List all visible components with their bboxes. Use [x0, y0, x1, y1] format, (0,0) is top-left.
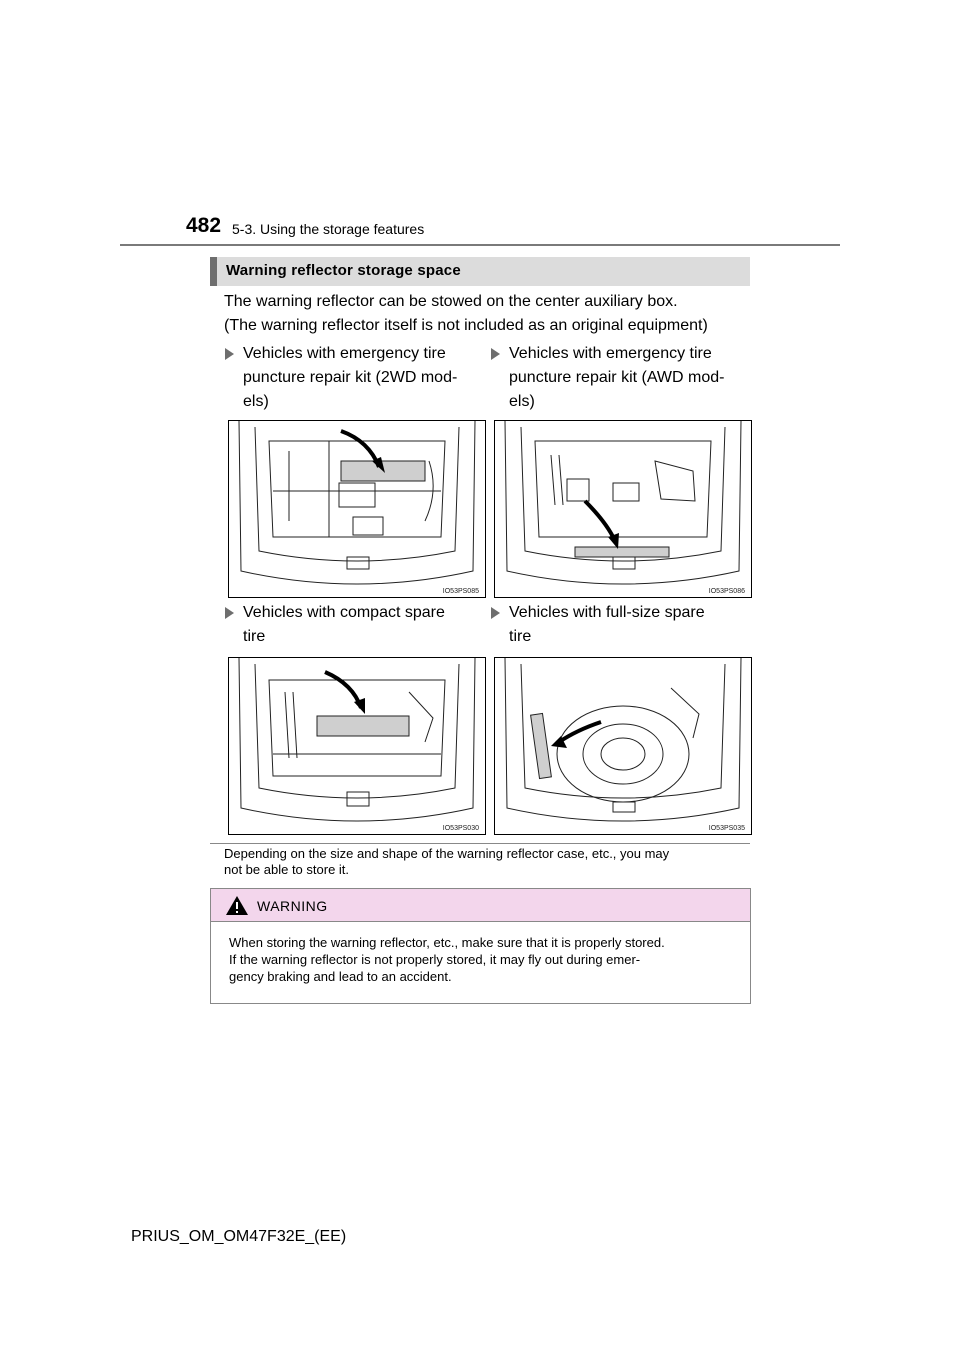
figure-compact-spare: [228, 657, 486, 835]
figure-caption-awd-repair-kit: Vehicles with emergency tire puncture repair kit (AWD mod- els): [509, 342, 745, 414]
figure-caption-compact-spare: Vehicles with compact spare tire: [243, 601, 479, 649]
heading-accent-bar: [210, 257, 217, 286]
bullet-triangle-icon: [491, 348, 500, 360]
warning-line-2: If the warning reflector is not properly stored, it may fly out during emer-: [229, 952, 641, 967]
arrow-indicator: [559, 722, 601, 742]
figure-2wd-repair-kit: [228, 420, 486, 598]
note-divider: [210, 843, 750, 844]
warning-line-3: gency braking and lead to an accident.: [229, 969, 452, 984]
reflector-storage-highlight: [575, 547, 669, 557]
page-number: 482: [186, 214, 222, 237]
warning-body: [229, 934, 740, 985]
figure-caption-2wd-repair-kit: Vehicles with emergency tire puncture repair kit (2WD mod- els): [243, 342, 479, 414]
bullet-triangle-icon: [225, 607, 234, 619]
warning-line-1: When storing the warning reflector, etc., make sure that it is properly stored.: [229, 935, 665, 950]
trunk-illustration-2wd: [229, 421, 485, 597]
section-title: 5-3. Using the storage features: [232, 221, 425, 237]
intro-line-2: (The warning reflector itself is not included as an original equipment): [224, 317, 708, 334]
warning-triangle-icon: [226, 896, 248, 915]
note-line-2: not be able to store it.: [224, 862, 350, 877]
reflector-storage-highlight: [531, 713, 552, 778]
figure-code: IO53PS085: [442, 588, 479, 595]
bullet-triangle-icon: [491, 607, 500, 619]
arrow-indicator: [585, 501, 615, 541]
warning-header: [211, 889, 750, 922]
figure-code: IO53PS030: [442, 825, 479, 832]
note-paragraph: [224, 846, 750, 878]
trunk-illustration-compact-spare: [229, 658, 485, 834]
note-line-1: Depending on the size and shape of the warning reflector case, etc., you may: [224, 846, 670, 861]
figure-code: IO53PS086: [708, 588, 745, 595]
section-heading-bar: [210, 257, 750, 286]
intro-line-1: The warning reflector can be stowed on the center auxiliary box.: [224, 293, 678, 310]
figure-code: IO53PS035: [708, 825, 745, 832]
warning-box: [210, 888, 751, 1004]
header-divider: [120, 244, 840, 246]
bullet-triangle-icon: [225, 348, 234, 360]
figure-caption-full-size-spare: Vehicles with full-size spare tire: [509, 601, 745, 649]
figure-awd-repair-kit: [494, 420, 752, 598]
intro-paragraph: [224, 290, 754, 338]
trunk-illustration-awd: [495, 421, 751, 597]
section-heading: Warning reflector storage space: [226, 262, 461, 279]
footer-document-id: PRIUS_OM_OM47F32E_(EE): [131, 1228, 347, 1245]
trunk-illustration-full-size-spare: [495, 658, 751, 834]
warning-title: WARNING: [257, 898, 328, 914]
reflector-storage-highlight: [317, 716, 409, 736]
figure-full-size-spare: [494, 657, 752, 835]
